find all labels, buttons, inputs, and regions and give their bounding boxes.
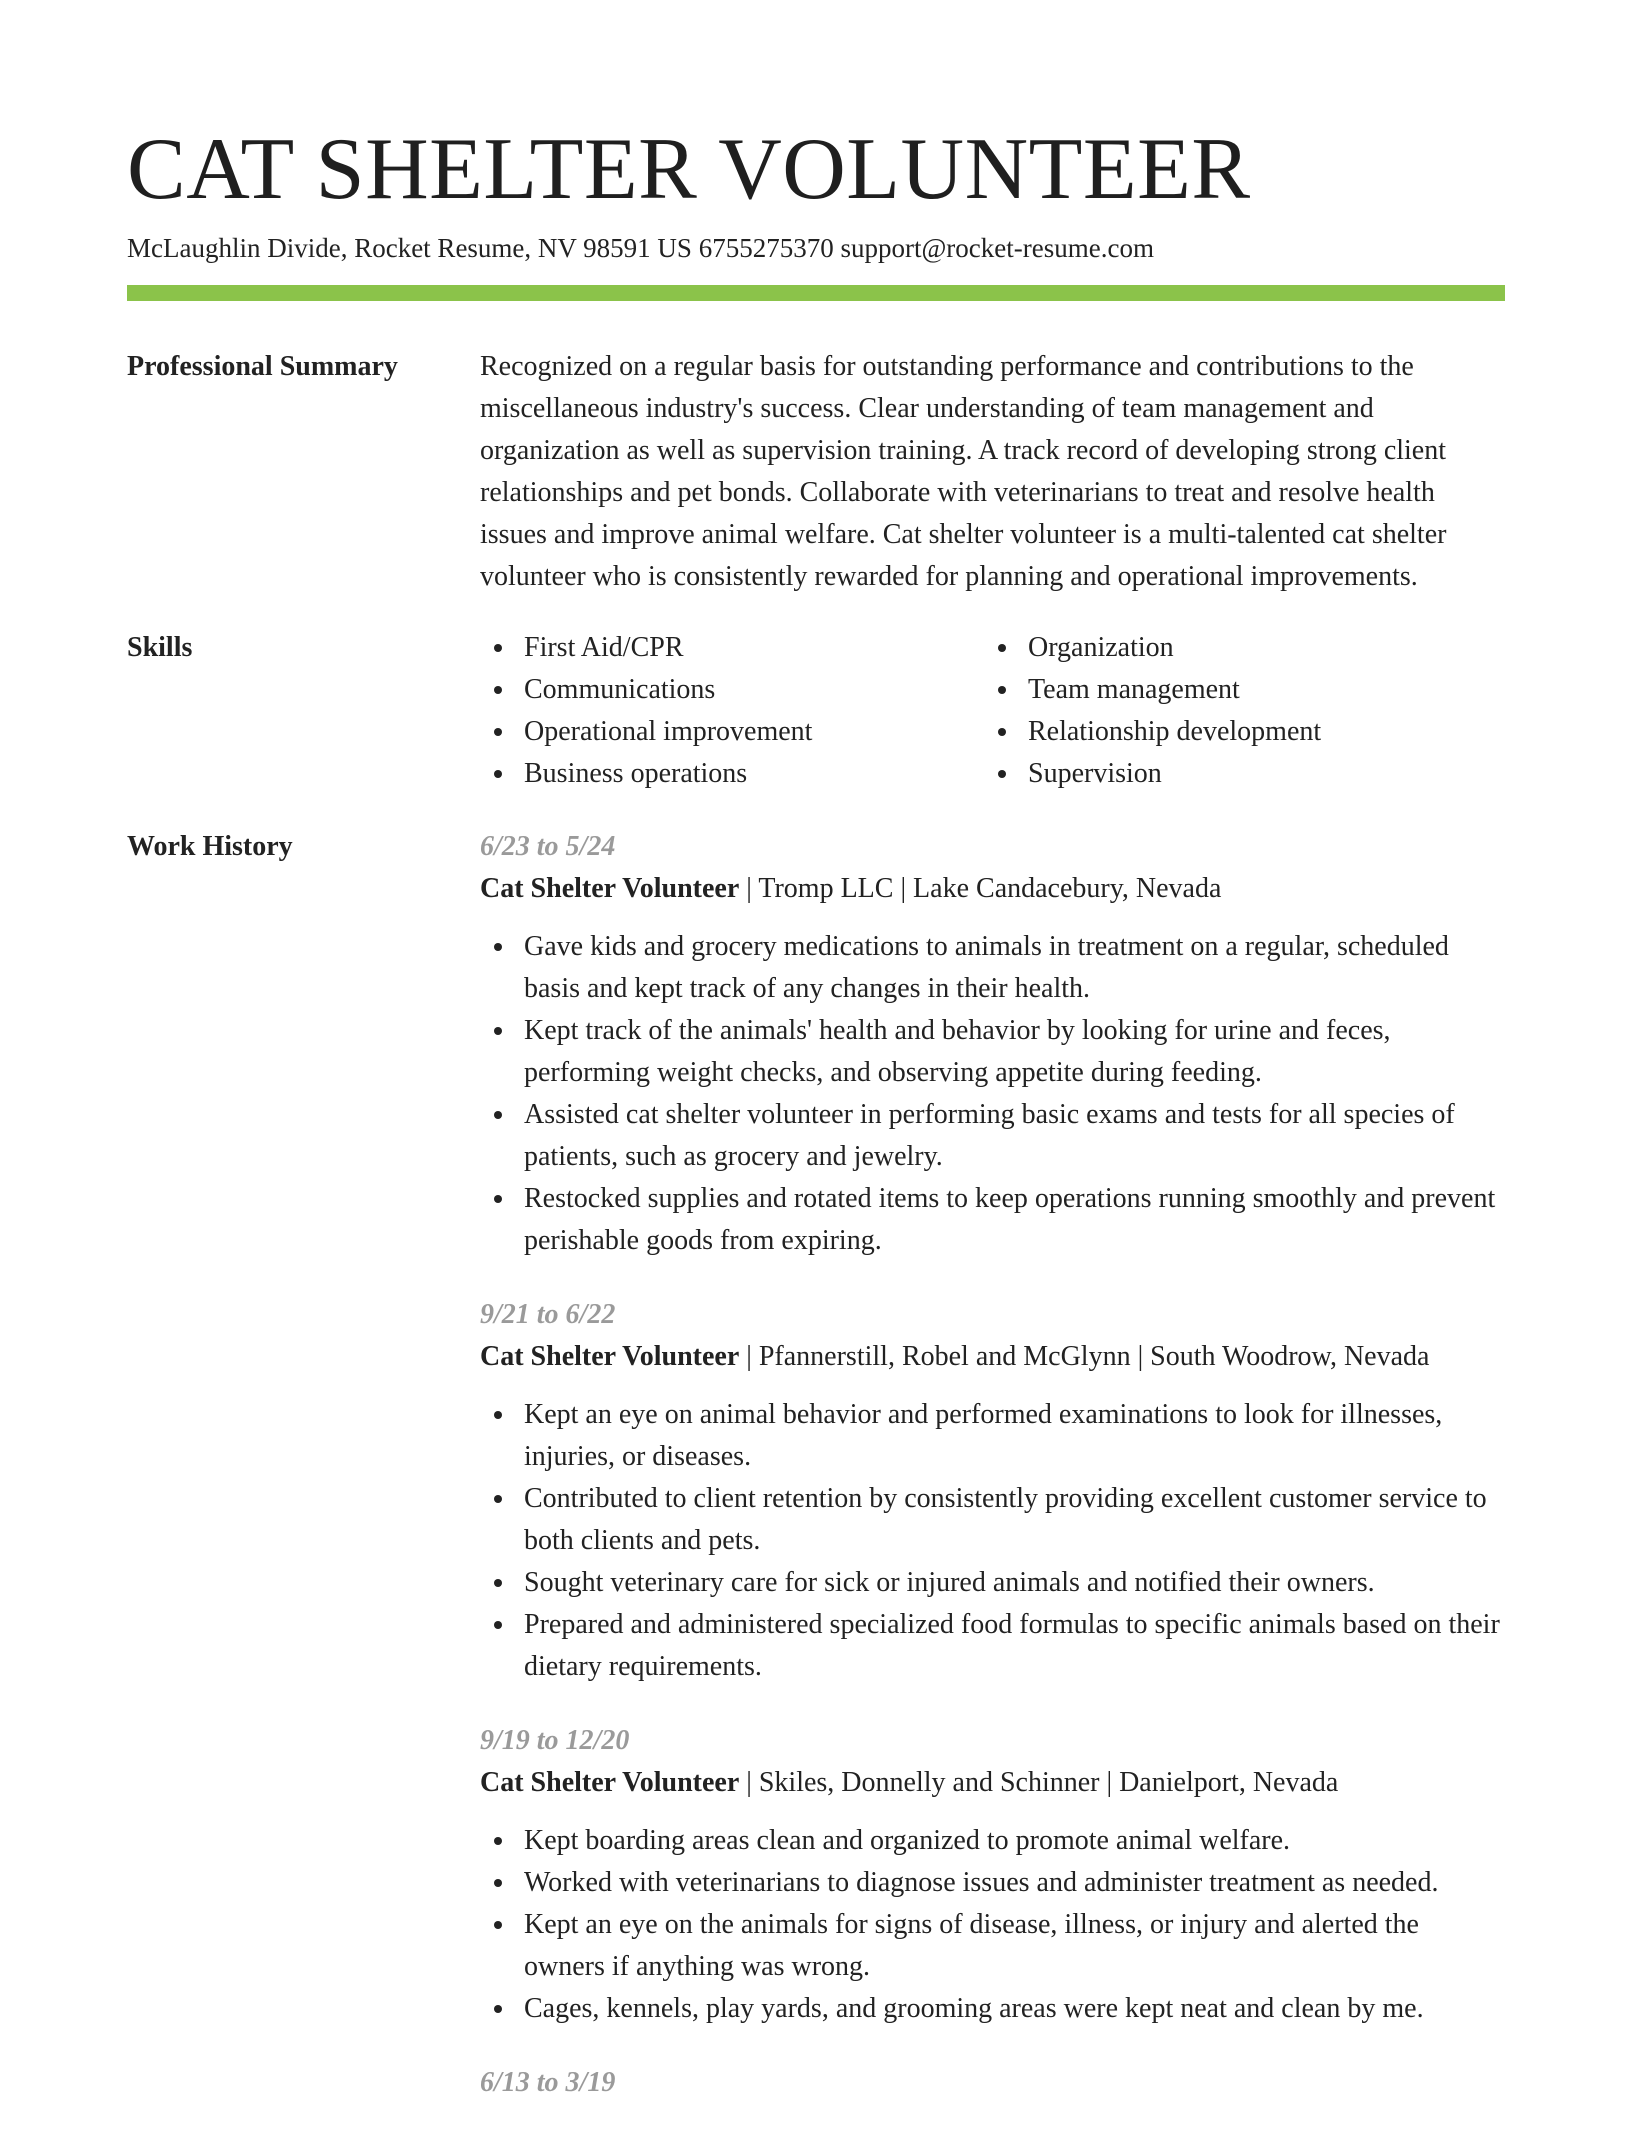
bullet-icon [494,1837,502,1845]
skills-list-right [984,627,1488,795]
skill-text: Business operations [524,758,748,789]
bullet-icon [494,2005,502,2013]
job-bullet [480,926,1505,1010]
skill-item [480,711,984,753]
skill-text: Supervision [1028,758,1162,789]
job-bullets [480,1820,1505,2030]
job-details: | Pfannerstill, Robel and McGlynn | South Woodrow, Nevada [739,1341,1430,1372]
job-bullet [480,1478,1505,1562]
job-bullets [480,926,1505,1262]
job-dates: 6/23 to 5/24 [480,831,616,862]
candidate-name: CAT SHELTER VOLUNTEER [127,121,1251,218]
job-bullet [480,1862,1505,1904]
job-details: | Skiles, Donnelly and Schinner | Danielport, Nevada [739,1767,1339,1798]
bullet-icon [494,770,502,778]
job-bullet [480,1988,1505,2030]
skill-item [984,753,1488,795]
bullet-text: Kept an eye on the animals for signs of disease, illness, or injury and alerted the owners if anything was wrong. [524,1909,1419,1982]
bullet-icon [494,1495,502,1503]
bullet-icon [998,770,1006,778]
bullet-text: Kept boarding areas clean and organized to promote animal welfare. [524,1825,1291,1856]
skill-text: Organization [1028,632,1174,663]
bullet-icon [494,943,502,951]
bullet-text: Prepared and administered specialized food formulas to specific animals based on their dietary requirements. [524,1609,1500,1682]
bullet-text: Worked with veterinarians to diagnose issues and administer treatment as needed. [524,1867,1439,1898]
job-dates: 9/19 to 12/20 [480,1725,630,1756]
bullet-icon [494,1921,502,1929]
skill-text: First Aid/CPR [524,632,684,663]
bullet-icon [998,686,1006,694]
accent-divider [127,285,1505,301]
skill-text: Communications [524,674,716,705]
summary-section [480,346,1505,598]
job-title: Cat Shelter Volunteer [480,1341,740,1372]
job-role-line [480,1336,1505,1378]
bullet-icon [494,1027,502,1035]
job-bullets [480,1394,1505,1688]
job-entry [480,1720,1505,2030]
job-bullet [480,1904,1505,1988]
job-entry [480,2062,1505,2104]
bullet-text: Assisted cat shelter volunteer in performing basic exams and tests for all species of patients, such as grocery and jewelry. [524,1099,1455,1172]
bullet-text: Contributed to client retention by consistently providing excellent customer service to both clients and pets. [524,1483,1487,1556]
bullet-icon [494,686,502,694]
bullet-text: Kept an eye on animal behavior and performed examinations to look for illnesses, injuries, or diseases. [524,1399,1443,1472]
work-history-section [480,826,1505,2136]
contact-line: McLaughlin Divide, Rocket Resume, NV 98591 US 6755275370 support@rocket-resume.com [127,233,1154,263]
bullet-icon [494,1621,502,1629]
job-bullet [480,1394,1505,1478]
bullet-text: Gave kids and grocery medications to animals in treatment on a regular, scheduled basis and kept track of any changes in their health. [524,931,1449,1004]
job-bullet [480,1820,1505,1862]
bullet-text: Restocked supplies and rotated items to keep operations running smoothly and prevent perishable goods from expiring. [524,1183,1496,1256]
skill-text: Team management [1028,674,1240,705]
skill-item [480,627,984,669]
skills-section [480,627,1505,795]
section-label-summary: Professional Summary [127,351,398,382]
job-entry [480,1294,1505,1688]
job-bullet [480,1562,1505,1604]
bullet-text: Cages, kennels, play yards, and grooming areas were kept neat and clean by me. [524,1993,1424,2024]
job-bullet [480,1178,1505,1262]
section-label-skills: Skills [127,632,193,663]
job-dates: 9/21 to 6/22 [480,1299,616,1330]
bullet-text: Kept track of the animals' health and behavior by looking for urine and feces, performing weight checks, and observing appetite during feeding. [524,1015,1391,1088]
section-label-work-history: Work History [127,831,293,862]
job-role-line [480,868,1505,910]
skill-item [984,627,1488,669]
skill-text: Relationship development [1028,716,1322,747]
skills-list-left [480,627,984,795]
bullet-icon [998,644,1006,652]
bullet-icon [494,1195,502,1203]
job-dates: 6/13 to 3/19 [480,2067,616,2098]
skill-text: Operational improvement [524,716,813,747]
skill-item [480,669,984,711]
job-details: | Tromp LLC | Lake Candacebury, Nevada [739,873,1222,904]
bullet-icon [494,1411,502,1419]
skill-item [480,753,984,795]
job-bullet [480,1010,1505,1094]
job-title: Cat Shelter Volunteer [480,873,740,904]
skill-item [984,711,1488,753]
bullet-icon [494,1879,502,1887]
summary-text: Recognized on a regular basis for outstanding performance and contributions to the miscellaneous industry's success. Clear understanding of team management and organization as well as supervision training. A track record of developing strong client relationships and pet bonds. Collaborate with veterinarians to treat and resolve health issues and improve animal welfare. Cat shelter volunteer is a multi-talented cat shelter volunteer who is consistently rewarded for planning and operational improvements. [480,351,1447,592]
job-title: Cat Shelter Volunteer [480,1767,740,1798]
job-bullet [480,1094,1505,1178]
bullet-icon [494,728,502,736]
skill-item [984,669,1488,711]
bullet-icon [494,1111,502,1119]
bullet-icon [998,728,1006,736]
bullet-icon [494,644,502,652]
job-role-line [480,1762,1505,1804]
job-bullet [480,1604,1505,1688]
bullet-text: Sought veterinary care for sick or injured animals and notified their owners. [524,1567,1375,1598]
bullet-icon [494,1579,502,1587]
job-entry [480,826,1505,1262]
